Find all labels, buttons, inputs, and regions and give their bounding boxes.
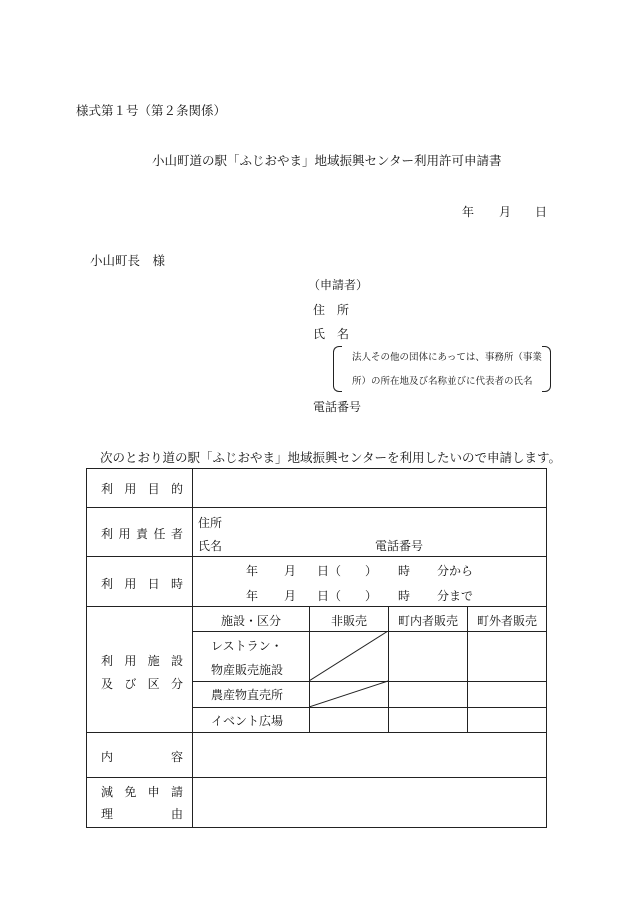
form-number: 様式第１号（第２条関係）	[76, 103, 227, 118]
facility-label-line-2: 及 び 区 分	[101, 677, 183, 691]
col-header-facility: 施設・区分	[220, 614, 281, 628]
application-table: 利 用 目 的 利 用 責 任 者 住所 氏名 電話番号 利 用 日 時 年 月 日（ ） 時 分から 年 月 日（ ） 時 分まで 利 用 施 設 及 び 区 分 施設・区分 非販売 町内者販売 町外者販売 レストラン・ 物産販売施設 農産物直売所 イベント広場 内 容 減 免 申 請 理 由	[86, 468, 547, 828]
facility-label-line-1: 利 用 施 設	[101, 654, 183, 668]
responsible-label: 利 用 責 任 者	[101, 527, 183, 541]
applicant-note-line-2: 所）の所在地及び名称並びに代表者の氏名	[352, 376, 533, 387]
note-bracket-left	[333, 346, 342, 392]
datetime-label: 利 用 日 時	[101, 577, 183, 591]
facility-restaurant-line-1: レストラン・	[211, 639, 283, 653]
responsible-phone-label: 電話番号	[375, 539, 424, 553]
facility-event-plaza: イベント広場	[211, 714, 284, 728]
col-header-non-sales: 非販売	[330, 614, 367, 628]
applicant-name-label: 氏 名	[313, 327, 350, 341]
note-bracket-right	[542, 346, 551, 392]
diagonal-slashes	[309, 631, 389, 707]
exemption-label-line-2: 理 由	[101, 807, 183, 821]
exemption-label-line-1: 減 免 申 請	[101, 785, 183, 799]
date-year: 年	[462, 205, 475, 219]
responsible-name-label: 氏名	[198, 539, 223, 553]
applicant-address-label: 住 所	[313, 303, 350, 317]
purpose-label: 利 用 目 的	[101, 482, 183, 496]
applicant-heading: （申請者）	[308, 278, 369, 292]
facility-farm-market: 農産物直売所	[211, 688, 284, 702]
facility-restaurant-line-2: 物産販売施設	[211, 663, 284, 677]
addressee: 小山町長 様	[90, 253, 166, 268]
date-day: 日	[535, 205, 548, 219]
col-header-nonresident-sales: 町外者販売	[476, 614, 537, 628]
content-label: 内 容	[101, 750, 183, 764]
applicant-phone-label: 電話番号	[313, 400, 362, 414]
col-header-resident-sales: 町内者販売	[397, 614, 458, 628]
document-title: 小山町道の駅「ふじおやま」地域振興センター利用許可申請書	[152, 153, 502, 168]
intro-text: 次のとおり道の駅「ふじおやま」地域振興センターを利用したいので申請します。	[100, 450, 562, 465]
applicant-note-line-1: 法人その他の団体にあっては、事務所（事業	[352, 352, 542, 363]
responsible-address-label: 住所	[198, 516, 223, 530]
date-month: 月	[499, 205, 512, 219]
